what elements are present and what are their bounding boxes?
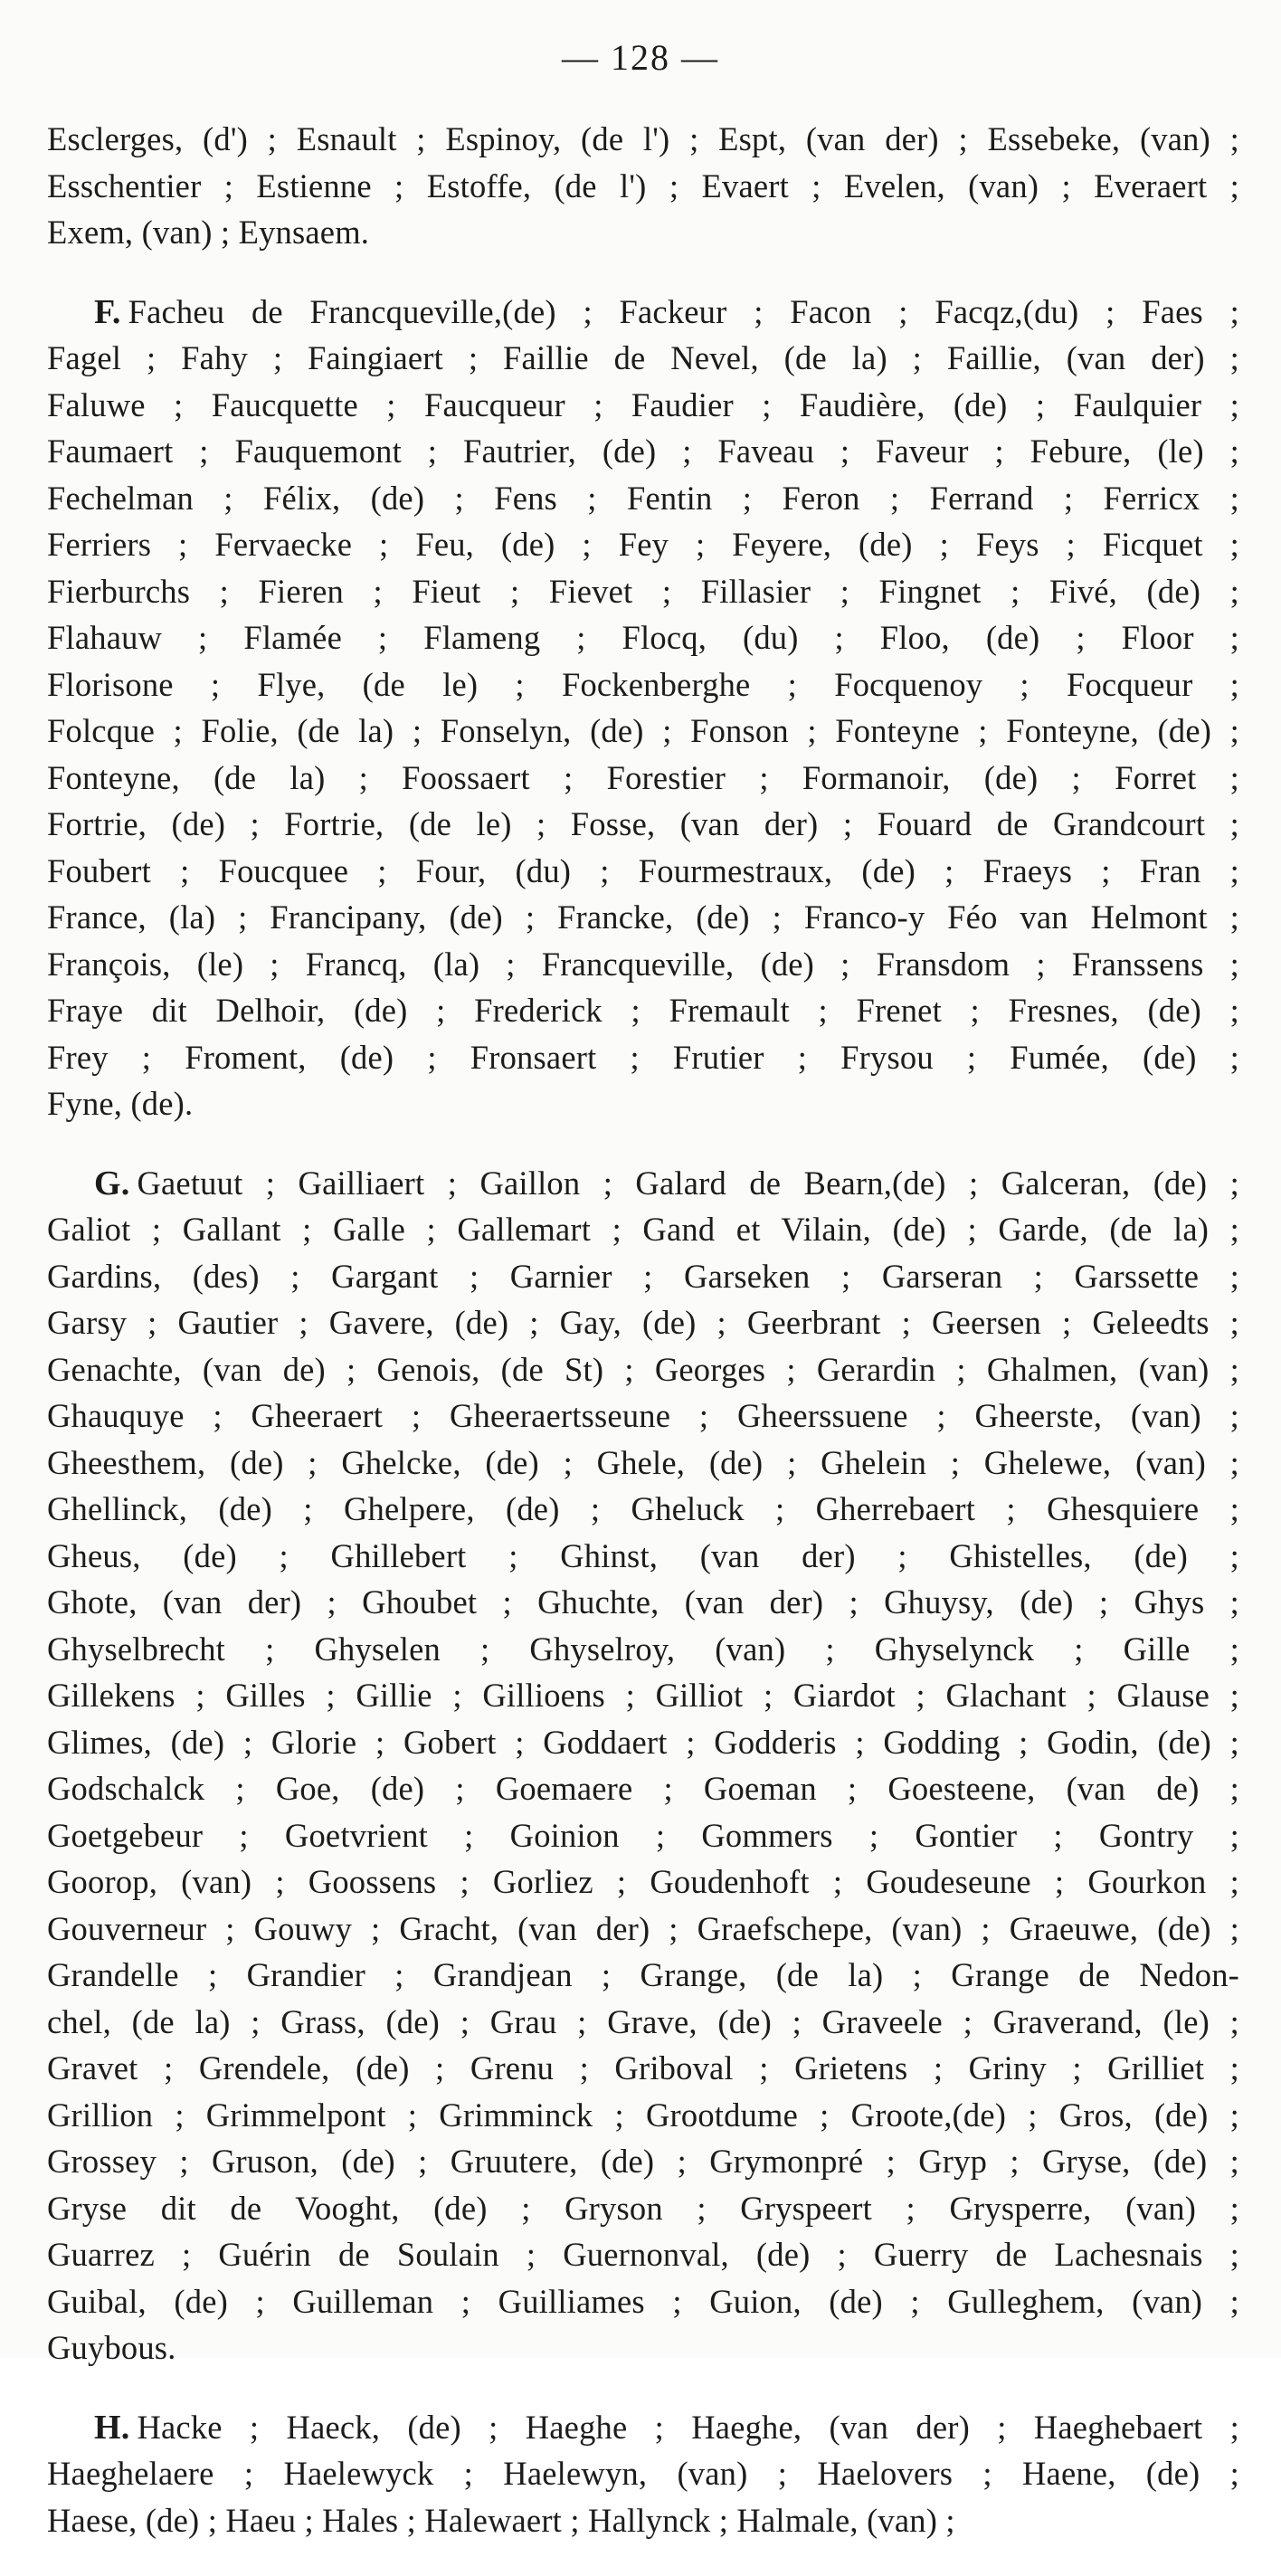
index-entries: Fraye dit Delhoir, (de) ; Frederick ; Fremault ; Frenet ; Fresnes, (de) ; xyxy=(47,992,1239,1029)
index-entries: Ghauquye ; Gheeraert ; Gheeraertsseune ; Gheerssuene ; Gheerste, (van) ; xyxy=(47,1397,1239,1434)
section-letter: G. xyxy=(94,1164,130,1202)
index-entries: Gheesthem, (de) ; Ghelcke, (de) ; Ghele, (de) ; Ghelein ; Ghelewe, (van) ; xyxy=(47,1443,1239,1481)
text-line xyxy=(47,1579,1239,1626)
index-entries: Florisone ; Flye, (de le) ; Fockenberghe ; Focquenoy ; Focqueur ; xyxy=(47,665,1239,703)
text-line xyxy=(47,801,1239,848)
text-line xyxy=(47,1999,1239,2046)
index-entries: Faluwe ; Faucquette ; Faucqueur ; Faudier ; Faudière, (de) ; Faulquier ; xyxy=(47,385,1239,423)
text-line xyxy=(47,2324,1239,2372)
text-line xyxy=(47,163,1239,210)
index-entries: François, (le) ; Francq, (la) ; Francqueville, (de) ; Fransdom ; Franssens ; xyxy=(47,945,1239,983)
index-entries: Gheus, (de) ; Ghillebert ; Ghinst, (van der) ; Ghistelles, (de) ; xyxy=(47,1536,1239,1574)
text-line xyxy=(47,1906,1239,1953)
index-section-continued xyxy=(47,116,1239,256)
text-line xyxy=(47,1160,1239,1207)
text-line xyxy=(47,116,1239,163)
index-entries: Gillekens ; Gilles ; Gillie ; Gillioens ; Gilliot ; Giardot ; Glachant ; Glause ; xyxy=(47,1677,1239,1714)
text-line xyxy=(47,894,1239,941)
index-entries: Foubert ; Foucquee ; Four, (du) ; Fourmestraux, (de) ; Fraeys ; Fran ; xyxy=(47,851,1239,889)
text-line xyxy=(47,335,1239,382)
index-entries: Facheu de Francqueville,(de) ; Fackeur ; Facon ; Facqz,(du) ; Faes ; xyxy=(128,292,1239,330)
text-line xyxy=(47,1858,1239,1906)
text-line xyxy=(47,2231,1239,2278)
index-entries: Flahauw ; Flamée ; Flameng ; Flocq, (du) ; Floo, (de) ; Floor ; xyxy=(47,619,1239,656)
text-line xyxy=(47,2497,1239,2544)
text-line xyxy=(47,521,1239,568)
index-entries: Fonteyne, (de la) ; Foossaert ; Forestier ; Formanoir, (de) ; Forret ; xyxy=(47,758,1239,796)
text-line xyxy=(47,1672,1239,1719)
index-entries: Grillion ; Grimmelpont ; Grimminck ; Grootdume ; Groote,(de) ; Gros, (de) ; xyxy=(47,2096,1239,2134)
index-entries: Fierburchs ; Fieren ; Fieut ; Fievet ; Fillasier ; Fingnet ; Fivé, (de) ; xyxy=(47,572,1239,610)
index-section-h xyxy=(47,2404,1239,2544)
index-entries: Ghyselbrecht ; Ghyselen ; Ghyselroy, (van) ; Ghyselynck ; Gille ; xyxy=(47,1630,1239,1668)
index-entries: chel, (de la) ; Grass, (de) ; Grau ; Grave, (de) ; Graveele ; Graverand, (le) ; xyxy=(47,2002,1239,2040)
text-line xyxy=(47,289,1239,336)
text-line xyxy=(47,1393,1239,1440)
text-line xyxy=(47,2185,1239,2232)
index-entries: Fechelman ; Félix, (de) ; Fens ; Fentin ; Feron ; Ferrand ; Ferricx ; xyxy=(47,479,1239,517)
text-line xyxy=(47,2404,1239,2451)
text-line xyxy=(47,1952,1239,1999)
text-line xyxy=(47,1299,1239,1346)
text-line xyxy=(47,2450,1239,2497)
text-line xyxy=(47,755,1239,802)
text-line xyxy=(47,382,1239,429)
index-entries: Folcque ; Folie, (de la) ; Fonselyn, (de) ; Fonson ; Fonteyne ; Fonteyne, (de) ; xyxy=(47,712,1239,749)
text-line xyxy=(47,1206,1239,1253)
index-entries: Grandelle ; Grandier ; Grandjean ; Grange, (de la) ; Grange de Nedon- xyxy=(47,1956,1239,1993)
index-entries: Esclerges, (d') ; Esnault ; Espinoy, (de l') ; Espt, (van der) ; Essebeke, (van) ; xyxy=(47,120,1239,157)
index-entries: Haeghelaere ; Haelewyck ; Haelewyn, (van) ; Haelovers ; Haene, (de) ; xyxy=(47,2455,1239,2492)
index-entries: Glimes, (de) ; Glorie ; Gobert ; Goddaert ; Godderis ; Godding ; Godin, (de) ; xyxy=(47,1723,1239,1761)
index-entries: Goorop, (van) ; Goossens ; Gorliez ; Goudenhoft ; Goudeseune ; Gourkon ; xyxy=(47,1863,1239,1900)
index-entries: Faumaert ; Fauquemont ; Fautrier, (de) ; Faveau ; Faveur ; Febure, (le) ; xyxy=(47,433,1239,470)
index-entries: Godschalck ; Goe, (de) ; Goemaere ; Goeman ; Goesteene, (van de) ; xyxy=(47,1770,1239,1807)
index-entries: Gravet ; Grendele, (de) ; Grenu ; Griboval ; Grietens ; Griny ; Grilliet ; xyxy=(47,2049,1239,2086)
page-number: — 128 — xyxy=(562,37,719,78)
text-line xyxy=(47,1080,1239,1127)
index-entries: Gouverneur ; Gouwy ; Gracht, (van der) ; Graefschepe, (van) ; Graeuwe, (de) ; xyxy=(47,1909,1239,1947)
index-entries: Exem, (van) ; Eynsaem. xyxy=(47,214,370,251)
text-line xyxy=(47,1719,1239,1766)
index-entries: Guybous. xyxy=(47,2329,176,2366)
text-line xyxy=(47,2045,1239,2092)
index-entries: Grossey ; Gruson, (de) ; Gruutere, (de) ; Grymonpré ; Gryp ; Gryse, (de) ; xyxy=(47,2143,1239,2180)
index-entries: Frey ; Froment, (de) ; Fronsaert ; Frutier ; Frysou ; Fumée, (de) ; xyxy=(47,1038,1239,1076)
text-line xyxy=(47,941,1239,988)
index-entries: Haese, (de) ; Haeu ; Hales ; Halewaert ; Hallynck ; Halmale, (van) ; xyxy=(47,2501,955,2539)
text-line xyxy=(47,708,1239,755)
text-line xyxy=(47,209,1239,256)
text-line xyxy=(47,987,1239,1034)
index-entries: Ghote, (van der) ; Ghoubet ; Ghuchte, (van der) ; Ghuysy, (de) ; Ghys ; xyxy=(47,1583,1239,1621)
index-entries: Gryse dit de Vooght, (de) ; Gryson ; Gryspeert ; Grysperre, (van) ; xyxy=(47,2189,1239,2227)
index-entries: Guarrez ; Guérin de Soulain ; Guernonval, (de) ; Guerry de Lachesnais ; xyxy=(47,2236,1239,2273)
text-line xyxy=(47,1533,1239,1580)
index-entries: Ferriers ; Fervaecke ; Feu, (de) ; Fey ; Feyere, (de) ; Feys ; Ficquet ; xyxy=(47,526,1239,563)
text-line xyxy=(47,1346,1239,1393)
index-entries: Hacke ; Haeck, (de) ; Haeghe ; Haeghe, (van der) ; Haeghebaert ; xyxy=(137,2408,1239,2446)
index-entries: Ghellinck, (de) ; Ghelpere, (de) ; Gheluck ; Gherrebaert ; Ghesquiere ; xyxy=(47,1490,1239,1527)
text-line xyxy=(47,1812,1239,1859)
text-line xyxy=(47,428,1239,475)
index-entries: France, (la) ; Francipany, (de) ; Francke, (de) ; Franco-y Féo van Helmont ; xyxy=(47,898,1239,936)
index-section-g xyxy=(47,1160,1239,2372)
index-entries: Gaetuut ; Gailliaert ; Gaillon ; Galard de Bearn,(de) ; Galceran, (de) ; xyxy=(137,1164,1239,1202)
text-line xyxy=(47,2138,1239,2185)
index-entries: Garsy ; Gautier ; Gavere, (de) ; Gay, (de) ; Geerbrant ; Geersen ; Geleedts ; xyxy=(47,1304,1239,1341)
index-section-f xyxy=(47,289,1239,1127)
index-entries: Fyne, (de). xyxy=(47,1085,194,1122)
text-line xyxy=(47,1486,1239,1533)
text-line xyxy=(47,1253,1239,1300)
text-line xyxy=(47,1765,1239,1812)
text-line xyxy=(47,848,1239,895)
text-line xyxy=(47,1440,1239,1487)
text-line xyxy=(47,614,1239,661)
index-entries: Genachte, (van de) ; Genois, (de St) ; Georges ; Gerardin ; Ghalmen, (van) ; xyxy=(47,1350,1239,1388)
text-line xyxy=(47,568,1239,615)
section-letter: F. xyxy=(94,292,121,331)
section-letter: H. xyxy=(94,2408,130,2447)
text-line xyxy=(47,1034,1239,1081)
text-line xyxy=(47,2092,1239,2139)
index-entries: Fortrie, (de) ; Fortrie, (de le) ; Fosse, (van der) ; Fouard de Grandcourt ; xyxy=(47,805,1239,842)
text-line xyxy=(47,661,1239,708)
index-entries: Goetgebeur ; Goetvrient ; Goinion ; Gommers ; Gontier ; Gontry ; xyxy=(47,1816,1239,1854)
text-line xyxy=(47,475,1239,522)
index-entries: Gardins, (des) ; Gargant ; Garnier ; Garseken ; Garseran ; Garssette ; xyxy=(47,1257,1239,1295)
index-entries: Fagel ; Fahy ; Faingiaert ; Faillie de Nevel, (de la) ; Faillie, (van der) ; xyxy=(47,339,1239,376)
index-entries: Esschentier ; Estienne ; Estoffe, (de l') ; Evaert ; Evelen, (van) ; Everaert ; xyxy=(47,166,1239,204)
text-line xyxy=(47,2278,1239,2325)
index-entries: Galiot ; Gallant ; Galle ; Gallemart ; Gand et Vilain, (de) ; Garde, (de la) ; xyxy=(47,1211,1239,1248)
text-line xyxy=(47,1626,1239,1673)
name-index xyxy=(47,116,1239,2576)
index-entries: Guibal, (de) ; Guilleman ; Guilliames ; Guion, (de) ; Gulleghem, (van) ; xyxy=(47,2282,1239,2320)
